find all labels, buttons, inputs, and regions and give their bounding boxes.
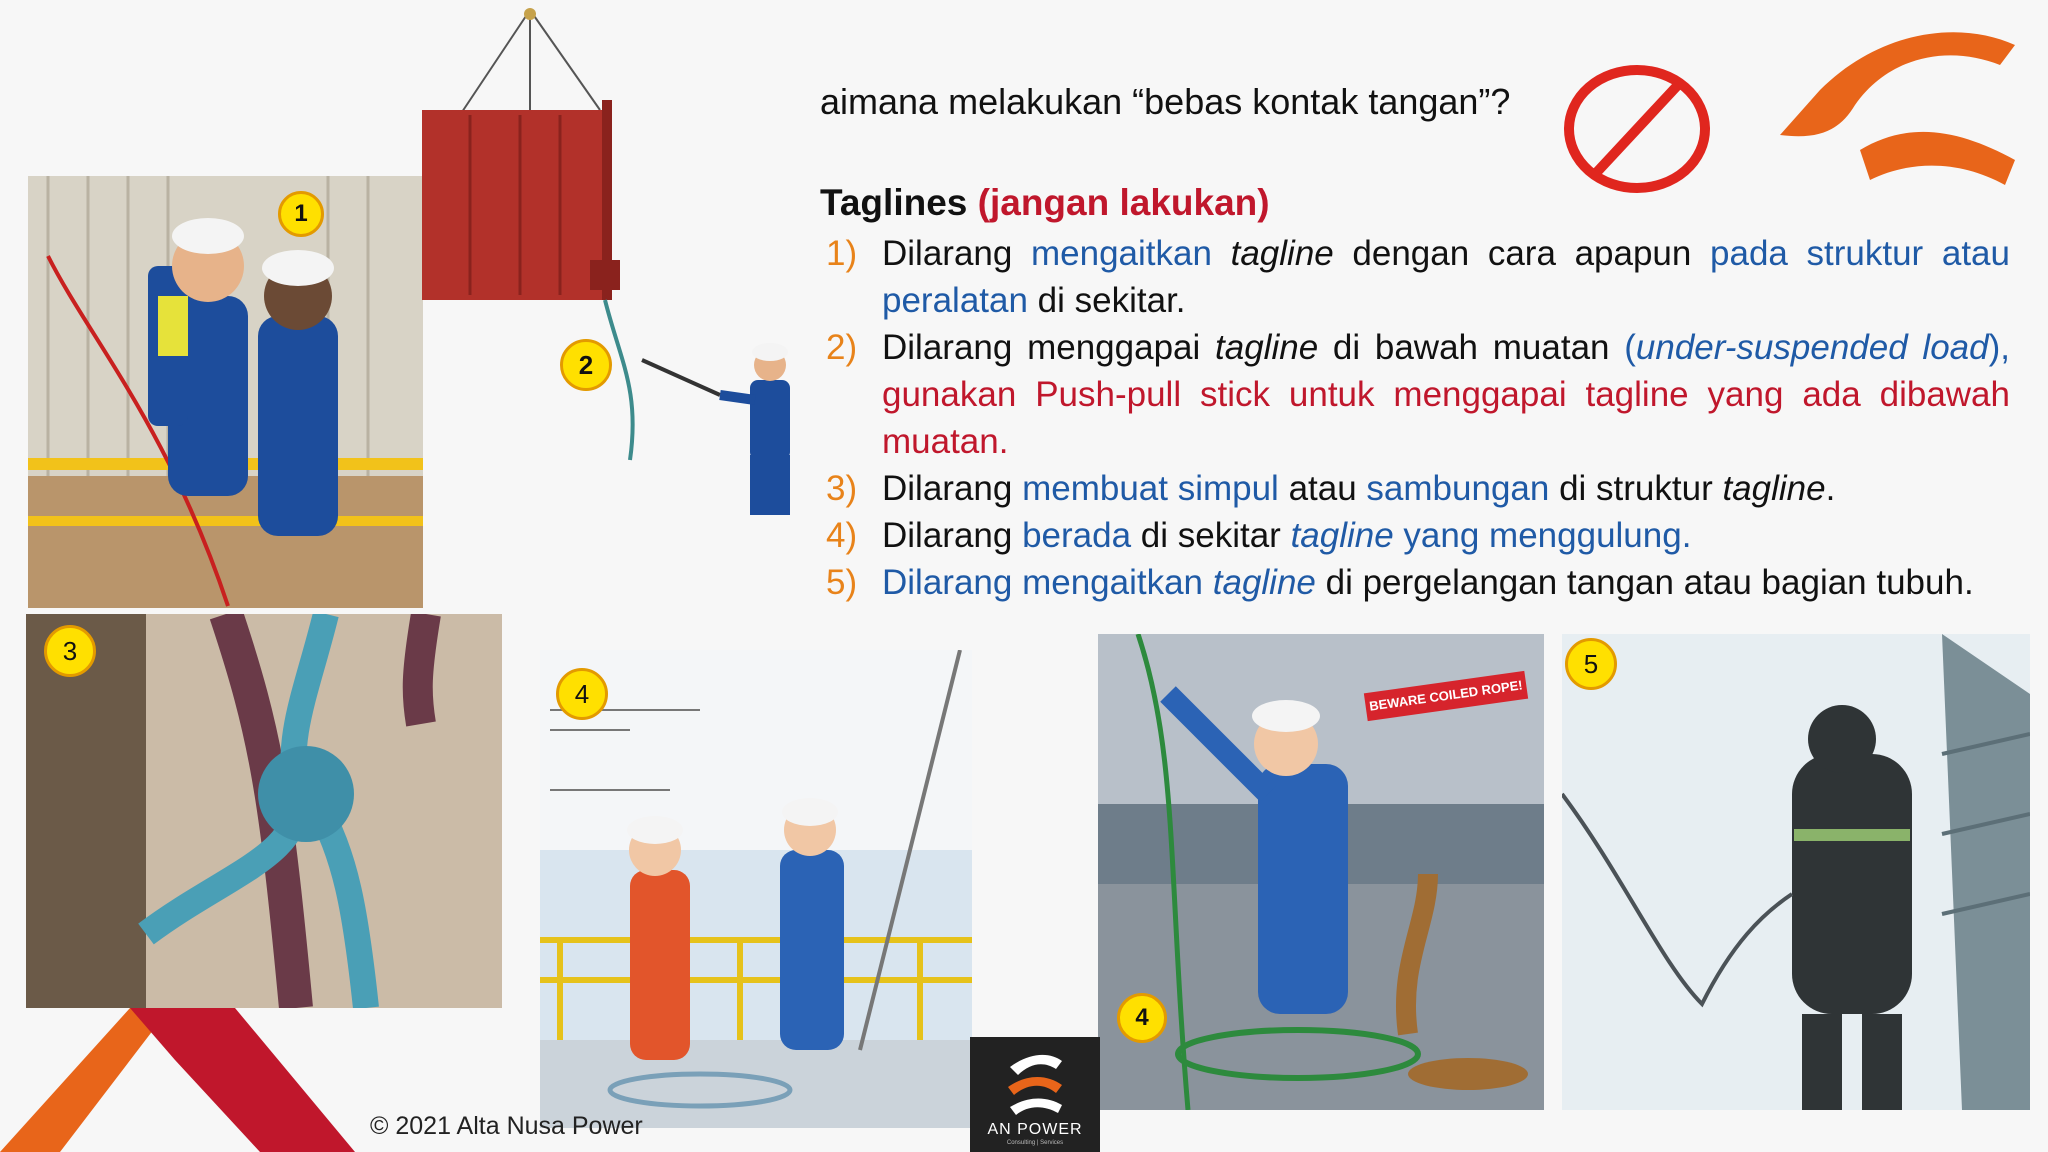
section-heading	[820, 179, 2010, 226]
content-text	[820, 78, 2010, 606]
rule-text: di sekitar.	[1027, 281, 1186, 320]
rule-number: 1)	[826, 234, 858, 273]
rule-number: 4)	[826, 516, 858, 555]
rule-number: 3)	[826, 469, 858, 508]
rule-text: di pergelangan tangan atau bagian tubuh.	[1315, 563, 1974, 602]
rule-text: .	[1825, 469, 1836, 508]
question-line: aimana melakukan “bebas kontak tangan”?	[820, 81, 1511, 122]
rule-text: Dilarang	[882, 516, 1023, 555]
rule-text: atau	[1278, 469, 1367, 508]
rule-text-red: gunakan Push-pull stick untuk menggapai tagline yang ada dibawah muatan.	[882, 375, 2010, 461]
badge-1: 1	[278, 191, 324, 237]
badge-2: 2	[560, 339, 612, 391]
heading-note: (jangan lakukan)	[977, 182, 1270, 223]
photo-tagline-on-structure	[28, 176, 423, 608]
logo-subtitle: Consulting | Services	[1006, 1140, 1064, 1146]
rule-text-blue-italic: tagline	[1290, 516, 1394, 555]
rule-text-blue-italic: under-suspended load	[1635, 328, 1989, 367]
rule-item	[820, 465, 2010, 512]
rule-item	[820, 512, 2010, 559]
rule-text: Dilarang	[882, 469, 1023, 508]
badge-5: 5	[1565, 638, 1617, 690]
photo-tagline-on-body	[1562, 634, 2030, 1110]
rules-list	[820, 230, 2010, 606]
photo-coiled-rope-cartoon	[540, 650, 972, 1128]
rule-text-blue: (	[1624, 328, 1636, 367]
rule-text: di bawah muatan	[1318, 328, 1625, 367]
rule-text-blue: berada	[1022, 516, 1132, 555]
rule-text-blue: pada struktur atau peralatan	[882, 234, 2010, 320]
rule-text-blue: yang menggulung.	[1393, 516, 1692, 555]
rule-text: Dilarang menggapai	[882, 328, 1216, 367]
illustration-suspended-container	[420, 0, 820, 530]
rule-text-italic: tagline	[1230, 234, 1334, 273]
badge-4a: 4	[556, 668, 608, 720]
rule-text	[1212, 234, 1231, 273]
badge-3: 3	[44, 625, 96, 677]
rule-text-blue: ),	[1988, 328, 2010, 367]
rule-text-blue: Dilarang mengaitkan	[882, 563, 1213, 602]
rule-text-blue: sambungan	[1366, 469, 1550, 508]
rule-text-blue-italic: tagline	[1212, 563, 1316, 602]
rule-item	[820, 230, 2010, 324]
an-power-logo-icon	[1000, 1047, 1070, 1117]
an-power-logo	[970, 1037, 1100, 1152]
rule-item	[820, 559, 2010, 606]
rule-text: dengan cara apapun	[1333, 234, 1711, 273]
rule-text: di sekitar	[1131, 516, 1291, 555]
rule-number: 5)	[826, 563, 858, 602]
rule-text-blue: mengaitkan	[1031, 234, 1212, 273]
rule-text-italic: tagline	[1215, 328, 1319, 367]
rule-text-italic: tagline	[1722, 469, 1826, 508]
rule-item	[820, 324, 2010, 465]
heading-main: Taglines	[820, 182, 968, 223]
rule-text: di struktur	[1549, 469, 1723, 508]
copyright-text: © 2021 Alta Nusa Power	[370, 1112, 643, 1140]
photo-knot	[26, 614, 502, 1008]
rule-text-blue: membuat simpul	[1022, 469, 1279, 508]
logo-name: AN POWER	[987, 1121, 1083, 1138]
brand-corner-shape	[0, 1000, 360, 1152]
rule-number: 2)	[826, 328, 858, 367]
warning-sign: BEWARE COILED ROPE!	[1364, 671, 1528, 721]
rule-text: Dilarang	[882, 234, 1031, 273]
badge-4b: 4	[1117, 993, 1167, 1043]
